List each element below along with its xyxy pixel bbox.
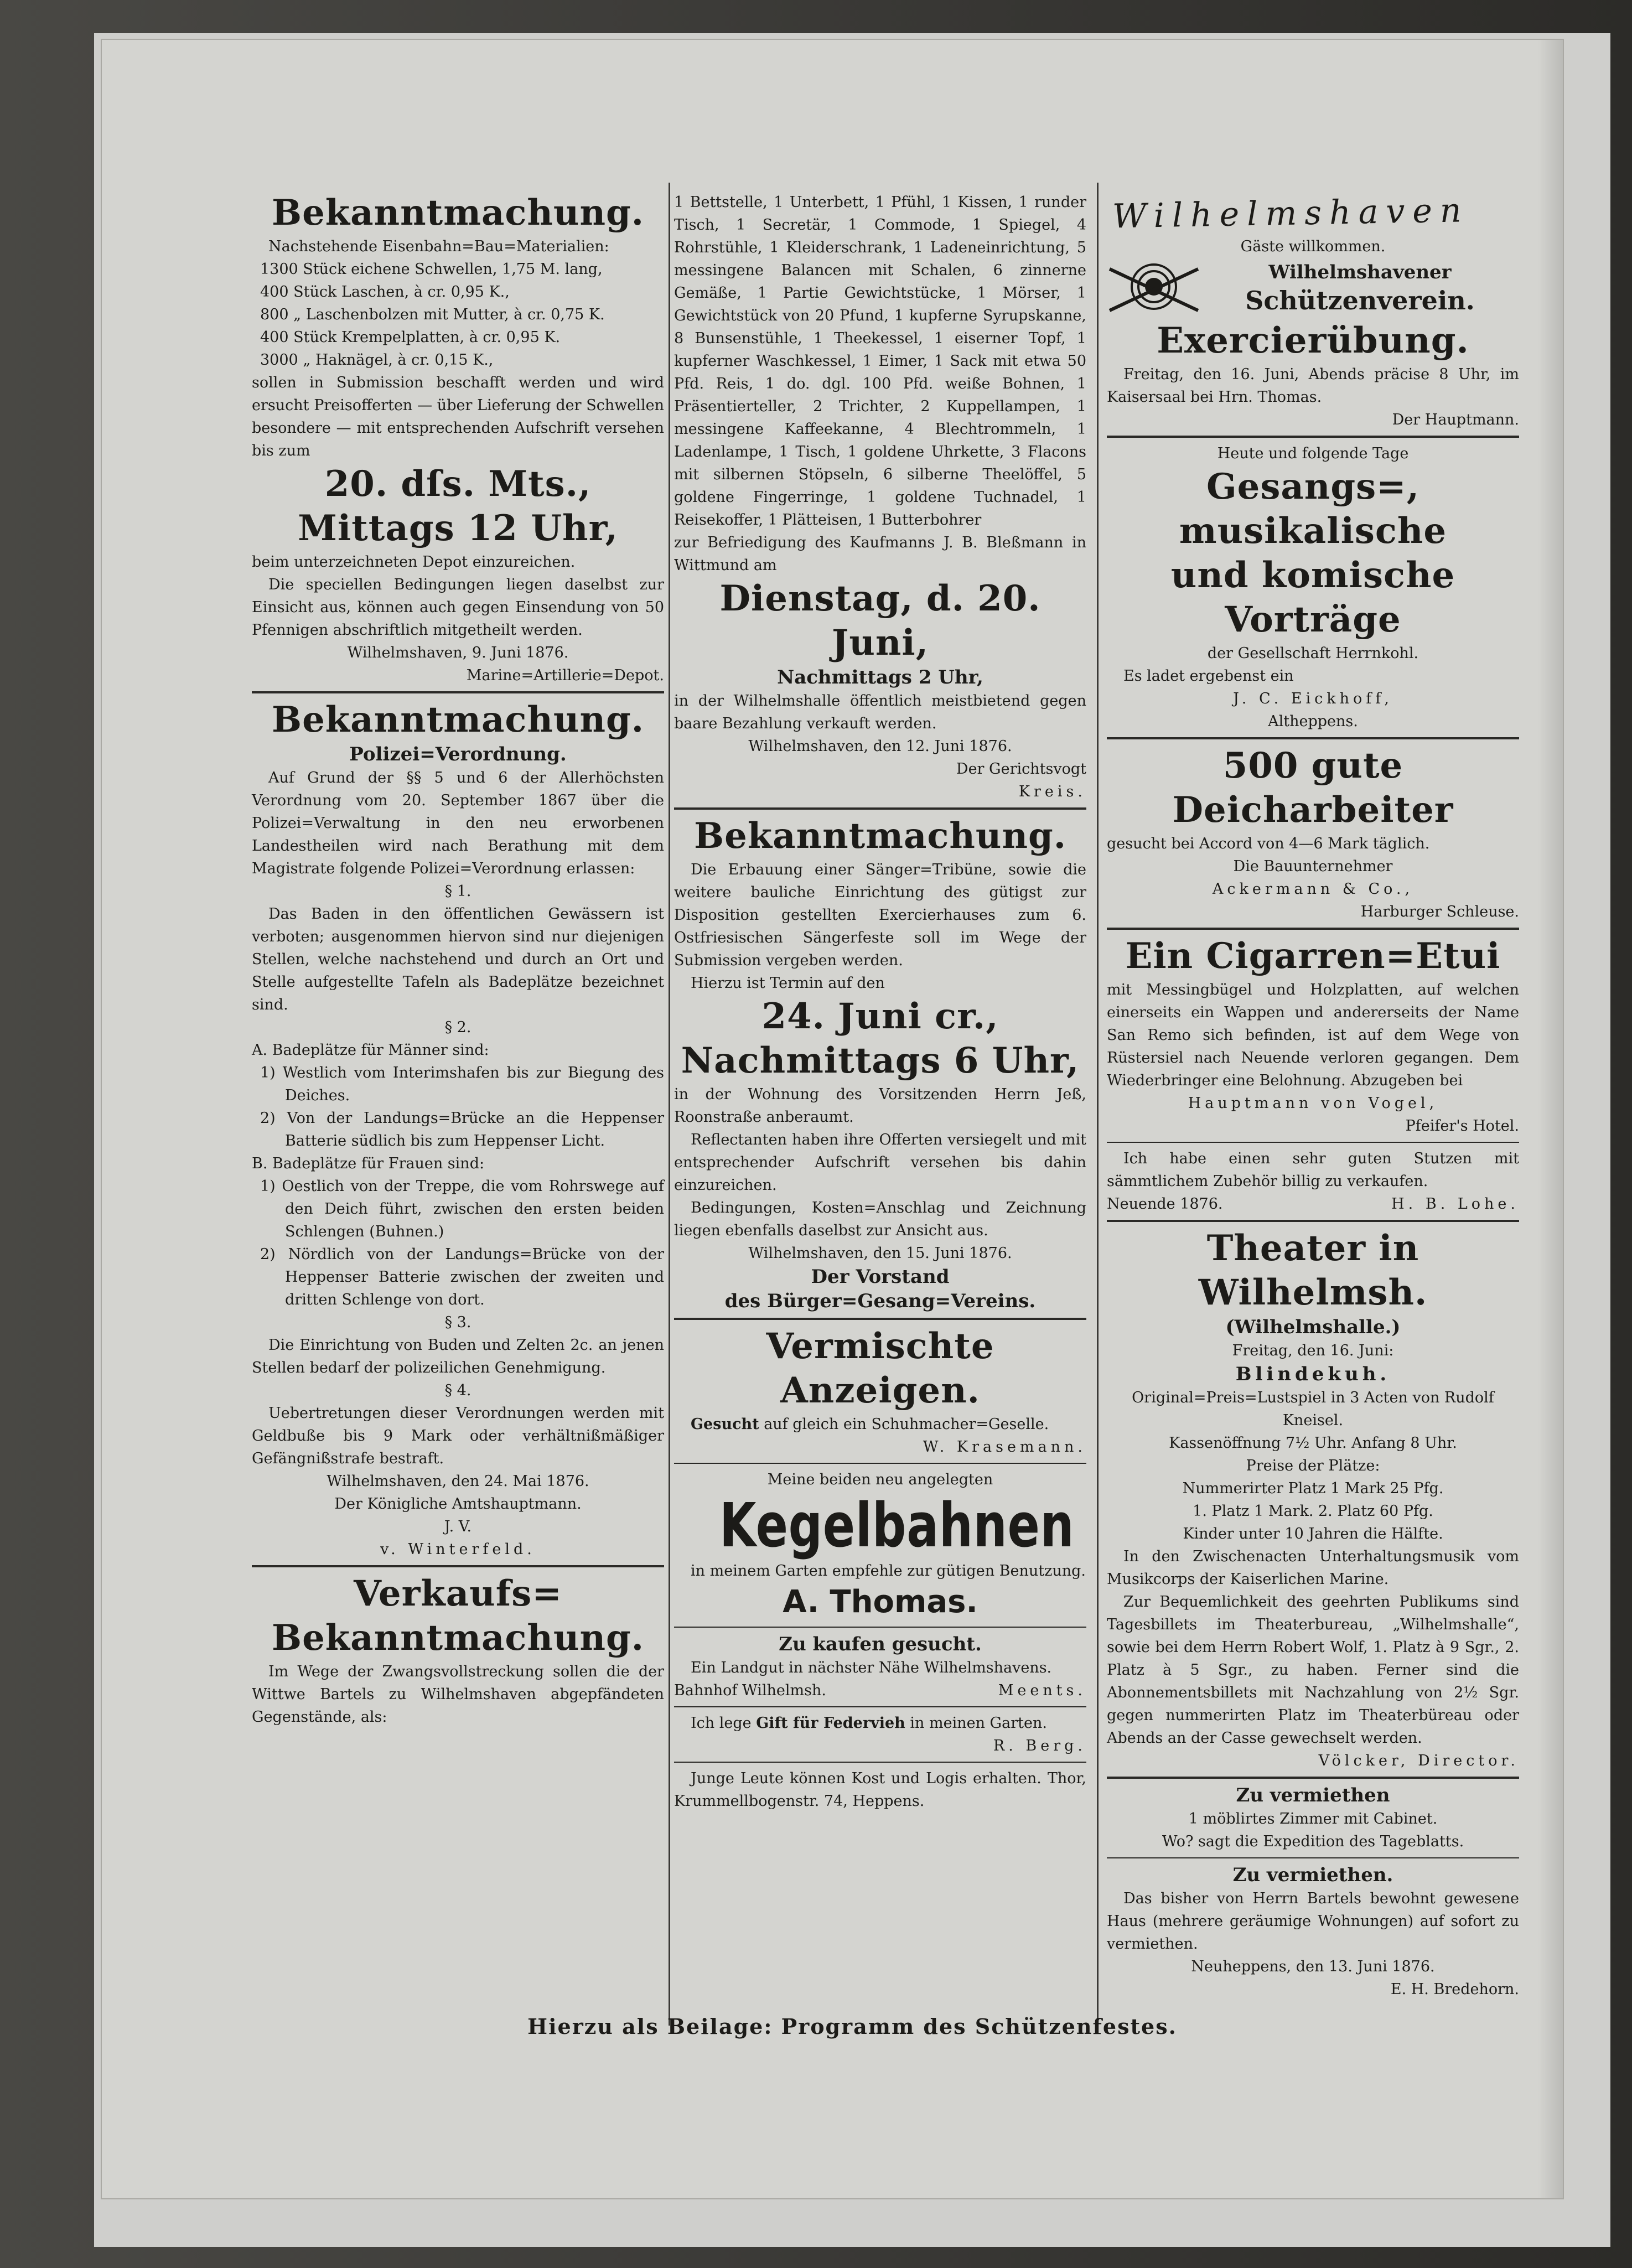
price-line: Kinder unter 10 Jahren die Hälfte. (1183, 1525, 1443, 1542)
notice-text: Die speciellen Bedingungen liegen daselbst zur Einsicht aus, können auch gegen Einsendung von 50 Pfennigen abschriftlich mitgetheilt werden. (252, 576, 664, 639)
item-list: 1 Bettstelle, 1 Unterbett, 1 Pfühl, 1 Kissen, 1 runder Tisch, 1 Secretär, 1 Commode, 1 Spiegel, 4 Rohrstühle, 1 Kleiderschrank, 1 Ladeneinrichtung, 5 messingene Balancen mit Schalen, 6 zinnerne Gemäße, 1 Partie Gewichtstücke, 1 Mörser, 1 Gewichtstück von 20 Pfund, 1 kupferne Syrupskanne, 8 Bunsenstühle, 1 Theekessel, 1 eiserner Topf, 1 kupferner Waschkessel, 1 Eimer, 1 Sack mit etwa 50 Pfd. Reis, 1 do. dgl. 100 Pfd. weiße Bohnen, 1 Präsentierteller, 2 Trichter, 2 Kuppellampen, 1 messingene Kaffeekanne, 4 Blechtrommeln, 1 Ladenlampe, 1 Tisch, 1 goldene Uhrkette, 3 Flacons mit silbernen Stöpseln, 6 silberne Theelöffel, 5 goldene Fingerringe, 1 goldene Tuchnadel, 1 Reisekoffer, 1 Plätteisen, 1 Butterbohrer (674, 194, 1086, 529)
signature: Kreis. (1018, 783, 1086, 800)
section-title: Vermischte Anzeigen. (766, 1325, 994, 1411)
notice-text: Auf Grund der §§ 5 und 6 der Allerhöchsten Verordnung vom 20. September 1867 über die Polizei=Verwaltung in den neu erworbenen Landestheilen wird nach Berathung mit dem Magistrate folgende Polizei=Verordnung erlassen: (252, 769, 664, 877)
notice-text: Die Erbauung einer Sänger=Tribüne, sowie die weitere bauliche Einrichtung des gütigst zur Disposition gestellten Exercierhauses zum 6. Ostfriesischen Sängerfeste soll im Wege der Submission vergeben werden. (674, 861, 1086, 969)
ad-title: Zu vermiethen. (1232, 1864, 1393, 1886)
deadline-time: Nachmittags 6 Uhr, (681, 1040, 1080, 1081)
ad-text: Meine beiden neu angelegten (767, 1471, 993, 1488)
item-line: 3000 „ Haknägel, à cr. 0,15 K., (260, 351, 494, 369)
ad-text: In den Zwischenacten Unterhaltungsmusik vom Musikcorps der Kaiserlichen Marine. (1107, 1548, 1519, 1588)
ad-text: der Gesellschaft Herrnkohl. (1207, 645, 1419, 662)
list-item: 2) Von der Landungs=Brücke an die Heppenser Batterie südlich bis zum Heppenser Licht. (260, 1110, 664, 1149)
ad-text: Zur Bequemlichkeit des geehrten Publikums sind Tagesbillets im Theaterbureau, „Wilhelmshalle“, sowie bei dem Herrn Robert Wolf, 1. Platz à 9 Sgr., 2. Platz à 5 Sgr., zu haben. Ferner sind die Abonnementsbillets mit Nachzahlung von 2½ Sgr. gegen nummerirten Platz im Theaterbüreau oder Abends an der Casse gewechselt werden. (1107, 1593, 1519, 1747)
place-date: Wilhelmshaven, den 12. Juni 1876. (748, 738, 1012, 755)
ad-wanted-estate (674, 1632, 1086, 1702)
column-2 (674, 191, 1086, 1813)
ad-bowling-alleys (674, 1468, 1086, 1622)
signature: R. Berg. (993, 1737, 1086, 1754)
notice-railway-materials (252, 191, 664, 687)
column-1 (252, 191, 664, 1728)
notice-singers-stand (674, 814, 1086, 1313)
ad-text: Freitag, den 16. Juni, Abends präcise 8 Uhr, im Kaisersaal bei Hrn. Thomas. (1107, 366, 1519, 406)
notice-title: Bekanntmachung. (271, 699, 645, 741)
list-item: 1) Oestlich von der Treppe, die vom Rohrswege auf den Deich führt, zwischen den ersten beiden Schlengen (Buhnen.) (260, 1178, 664, 1240)
signature: Marine=Artillerie=Depot. (466, 667, 664, 684)
separator (252, 691, 664, 693)
signature: J. C. Eickhoff, (1233, 690, 1393, 707)
auction-time: Nachmittags 2 Uhr, (777, 666, 983, 688)
ad-title: Gesangs=, musikalische (1179, 466, 1447, 552)
deadline-date: 20. dſs. Mts., (324, 463, 592, 505)
supplement-notice: Hierzu als Beilage: Programm des Schützenfestes. (527, 2014, 1177, 2039)
prices-heading: Preise der Plätze: (1246, 1457, 1380, 1474)
ad-text: Ein Landgut in nächster Nähe Wilhelmshavens. (691, 1659, 1052, 1676)
notice-auction-continued (674, 191, 1086, 803)
list-heading: A. Badeplätze für Männer sind: (252, 1042, 489, 1059)
place-date: Wilhelmshaven, den 15. Juni 1876. (748, 1245, 1012, 1262)
notice-text: Bedingungen, Kosten=Anschlag und Zeichnung liegen ebenfalls daselbst zur Ansicht aus. (674, 1199, 1086, 1239)
price-line: 1. Platz 1 Mark. 2. Platz 60 Pfg. (1193, 1503, 1433, 1520)
misc-ads (674, 1324, 1086, 1458)
column-rule-right (1097, 183, 1099, 2026)
item-line: 400 Stück Laschen, à cr. 0,95 K., (260, 283, 510, 301)
place-date: Neuende 1876. (1107, 1195, 1223, 1213)
ad-theater (1107, 1226, 1519, 1772)
place-date: Wilhelmshaven, 9. Juni 1876. (347, 644, 569, 661)
notice-text: Das Baden in den öffentlichen Gewässern ist verboten; ausgenommen hiervon sind nur diejenigen Stellen, welche nachstehend und durch an Ort und Stelle aufgestellte Tafeln als Badeplätze bezeichnet sind. (252, 905, 664, 1013)
notice-subtitle: Polizei=Verordnung. (349, 743, 567, 765)
ad-text: 1 möblirtes Zimmer mit Cabinet. (1188, 1810, 1438, 1827)
notice-text: Die Einrichtung von Buden und Zelten 2c. an jenen Stellen bedarf der polizeilichen Genehmigung. (252, 1337, 664, 1376)
notice-text: Hierzu ist Termin auf den (691, 975, 885, 992)
rifle-target-icon (1107, 258, 1201, 319)
signature: Ackermann & Co., (1212, 881, 1414, 898)
ad-dike-workers (1107, 744, 1519, 923)
section-mark: § 2. (444, 1019, 472, 1036)
ad-footer (1107, 1193, 1519, 1215)
section-mark: § 1. (444, 883, 472, 900)
ad-title: und komische Vorträge (1170, 555, 1455, 640)
ad-poison (674, 1712, 1086, 1757)
separator (252, 1565, 664, 1567)
notice-text: in der Wohnung des Vorsitzenden Herrn Jeß, Roonstraße anberaumt. (674, 1086, 1086, 1126)
performance-date: Freitag, den 16. Juni: (1232, 1342, 1394, 1359)
ad-shooting-club (1107, 191, 1519, 431)
ad-text: Heute und folgende Tage (1217, 445, 1409, 462)
notice-title: Bekanntmachung. (271, 1617, 645, 1659)
notice-title: Bekanntmachung. (693, 815, 1067, 857)
ad-text: Das bisher von Herrn Bartels bewohnt gewesene Haus (mehrere geräumige Wohnungen) auf sofort zu vermiethen. (1107, 1890, 1519, 1953)
ad-title: Exercierübung. (1157, 320, 1469, 361)
item-line: 400 Stück Krempelplatten, à cr. 0,95 K. (260, 329, 561, 346)
separator (674, 1762, 1086, 1763)
signature: Der Hauptmann. (1392, 411, 1519, 428)
ad-title: Zu kaufen gesucht. (779, 1633, 982, 1655)
notice-text: beim unterzeichneten Depot einzureichen. (252, 553, 576, 571)
ad-text-start: Ich lege (691, 1715, 757, 1732)
list-heading: B. Badeplätze für Frauen sind: (252, 1155, 485, 1172)
notice-text: zur Befriedigung des Kaufmanns J. B. Bleßmann in Wittmund am (674, 534, 1086, 574)
deadline-time: Mittags 12 Uhr, (298, 508, 618, 549)
ad-footer (674, 1679, 1086, 1702)
separator (674, 1706, 1086, 1707)
club-name-line: Wilhelmshavener (1268, 261, 1452, 283)
signature: W. Krasemann. (923, 1438, 1086, 1456)
club-header (1107, 258, 1519, 319)
signature: v. Winterfeld. (380, 1541, 536, 1558)
ad-performances (1107, 442, 1519, 733)
column-3 (1107, 191, 1519, 2001)
price-line: Nummerirter Platz 1 Mark 25 Pfg. (1182, 1480, 1444, 1497)
ad-cigar-case (1107, 934, 1519, 1137)
separator (1107, 1142, 1519, 1143)
signature: Meents. (998, 1682, 1086, 1699)
ad-subtitle: (Wilhelmshalle.) (1225, 1316, 1401, 1338)
notice-auction (252, 1572, 664, 1728)
ad-title: Kegelbahnen (719, 1490, 1075, 1561)
ad-text-rest: in meinen Garten. (905, 1715, 1047, 1732)
separator (674, 807, 1086, 810)
signature: des Bürger=Gesang=Vereins. (724, 1290, 1036, 1312)
separator (674, 1463, 1086, 1464)
ad-text: Original=Preis=Lustspiel in 3 Acten von Rudolf Kneisel. (1132, 1389, 1494, 1429)
separator (1107, 1777, 1519, 1779)
place-date: Wilhelmshaven, den 24. Mai 1876. (327, 1473, 589, 1490)
ad-title: Zu vermiethen (1236, 1784, 1390, 1806)
separator (1107, 1220, 1519, 1222)
ad-title: Ein Cigarren=Etui (1125, 935, 1501, 977)
ad-text: Es ladet ergebenst ein (1123, 667, 1294, 685)
notice-text: in der Wilhelmshalle öffentlich meistbietend gegen baare Bezahlung verkauft werden. (674, 692, 1086, 732)
item-line: 1300 Stück eichene Schwellen, 1,75 M. lang, (260, 261, 603, 278)
list-item: 1) Westlich vom Interimshafen bis zur Biegung des Deiches. (260, 1064, 664, 1104)
list-item: 2) Nördlich von der Landungs=Brücke von der Heppenser Batterie zwischen der zweiten und dritten Schlenge von dort. (260, 1246, 664, 1308)
notice-title: Bekanntmachung. (271, 192, 645, 234)
club-name-line: Schützenverein. (1245, 286, 1475, 315)
office: Der Gerichtsvogt (956, 760, 1086, 778)
ad-board-lodging (674, 1767, 1086, 1813)
place-date: Neuheppens, den 13. Juni 1876. (1191, 1958, 1435, 1975)
separator (1107, 928, 1519, 930)
ad-rifle-sale (1107, 1147, 1519, 1215)
ad-keyword: Gift für Federvieh (756, 1715, 905, 1732)
play-title: Blindekuh. (1235, 1363, 1391, 1385)
section-mark: § 4. (444, 1382, 472, 1399)
notice-text: Im Wege der Zwangsvollstreckung sollen die der Wittwe Bartels zu Wilhelmshaven abgepfändeten Gegenstände, als: (252, 1663, 664, 1726)
office: Der Königliche Amtshauptmann. (334, 1495, 582, 1513)
separator (674, 1318, 1086, 1320)
ad-text: gesucht bei Accord von 4—6 Mark täglich. (1107, 835, 1430, 852)
ad-text: Junge Leute können Kost und Logis erhalten. Thor, Krummellbogenstr. 74, Heppens. (674, 1770, 1086, 1810)
notice-title: Verkaufs= (354, 1573, 562, 1614)
ad-text: Gäste willkommen. (1240, 238, 1386, 255)
signature: Pfeifer's Hotel. (1405, 1117, 1519, 1135)
ad-text: Kassenöffnung 7½ Uhr. Anfang 8 Uhr. (1169, 1435, 1457, 1452)
ad-location: Bahnhof Wilhelmsh. (674, 1682, 826, 1699)
ad-text: Die Bauunternehmer (1233, 858, 1393, 875)
ad-text-rest: auf gleich ein Schuhmacher=Geselle. (759, 1416, 1049, 1433)
ad-text: Wo? sagt die Expedition des Tageblatts. (1162, 1833, 1464, 1850)
signature: E. H. Bredehorn. (1390, 1981, 1519, 1998)
on-behalf: J. V. (444, 1518, 472, 1535)
signature: Der Vorstand (811, 1266, 950, 1288)
club-name (1201, 260, 1519, 317)
signature: Harburger Schleuse. (1360, 903, 1519, 920)
signature: H. B. Lohe. (1391, 1195, 1519, 1213)
signature: Altheppens. (1268, 713, 1358, 730)
ad-house-rent (1107, 1863, 1519, 2001)
notice-police-ordinance (252, 698, 664, 1561)
ad-text: Ich habe einen sehr guten Stutzen mit sämmtlichem Zubehör billig zu verkaufen. (1107, 1150, 1519, 1190)
signature: A. Thomas. (783, 1584, 978, 1620)
ad-text: in meinem Garten empfehle zur gütigen Benutzung. (691, 1562, 1086, 1580)
ad-room-rent (1107, 1783, 1519, 1853)
auction-date: Dienstag, d. 20. Juni, (719, 578, 1041, 664)
ad-title: Theater in Wilhelmsh. (1198, 1228, 1428, 1313)
signature: Völcker, Director. (1318, 1752, 1519, 1769)
signature: Hauptmann von Vogel, (1188, 1095, 1438, 1112)
separator (1107, 737, 1519, 739)
deadline-date: 24. Juni cr., (761, 996, 999, 1037)
ad-keyword: Gesucht (691, 1416, 759, 1433)
ad-title: 500 gute Deicharbeiter (1172, 745, 1454, 831)
ad-text (674, 1712, 1086, 1734)
item-line: 800 „ Laschenbolzen mit Mutter, à cr. 0,75 K. (260, 306, 605, 323)
ad-text (674, 1413, 1086, 1436)
column-rule-left (669, 183, 670, 2026)
separator (1107, 1857, 1519, 1858)
notice-text: sollen in Submission beschafft werden und wird ersucht Preisofferten — über Lieferung der Schwellen besondere — mit entsprechenden Aufschrift versehen bis zum (252, 374, 664, 459)
notice-text: Reflectanten haben ihre Offerten versiegelt und mit entsprechender Aufschrift versehen bis dahin einzureichen. (674, 1131, 1086, 1194)
separator (1107, 436, 1519, 438)
notice-text: Uebertretungen dieser Verordnungen werden mit Geldbuße bis 9 Mark oder verhältnißmäßiger Gefängnißstrafe bestraft. (252, 1405, 664, 1467)
separator (674, 1627, 1086, 1628)
handwritten-note: Wilhelmshaven (1112, 191, 1470, 236)
section-mark: § 3. (444, 1314, 472, 1331)
notice-text: Nachstehende Eisenbahn=Bau=Materialien: (268, 238, 609, 255)
ad-text: mit Messingbügel und Holzplatten, auf welchen einerseits ein Wappen und andererseits der Name San Remo sich befinden, ist auf dem Wege von Rüstersiel nach Neuende verloren gegangen. Dem Wiederbringer eine Belohnung. Abzugeben bei (1107, 981, 1519, 1089)
